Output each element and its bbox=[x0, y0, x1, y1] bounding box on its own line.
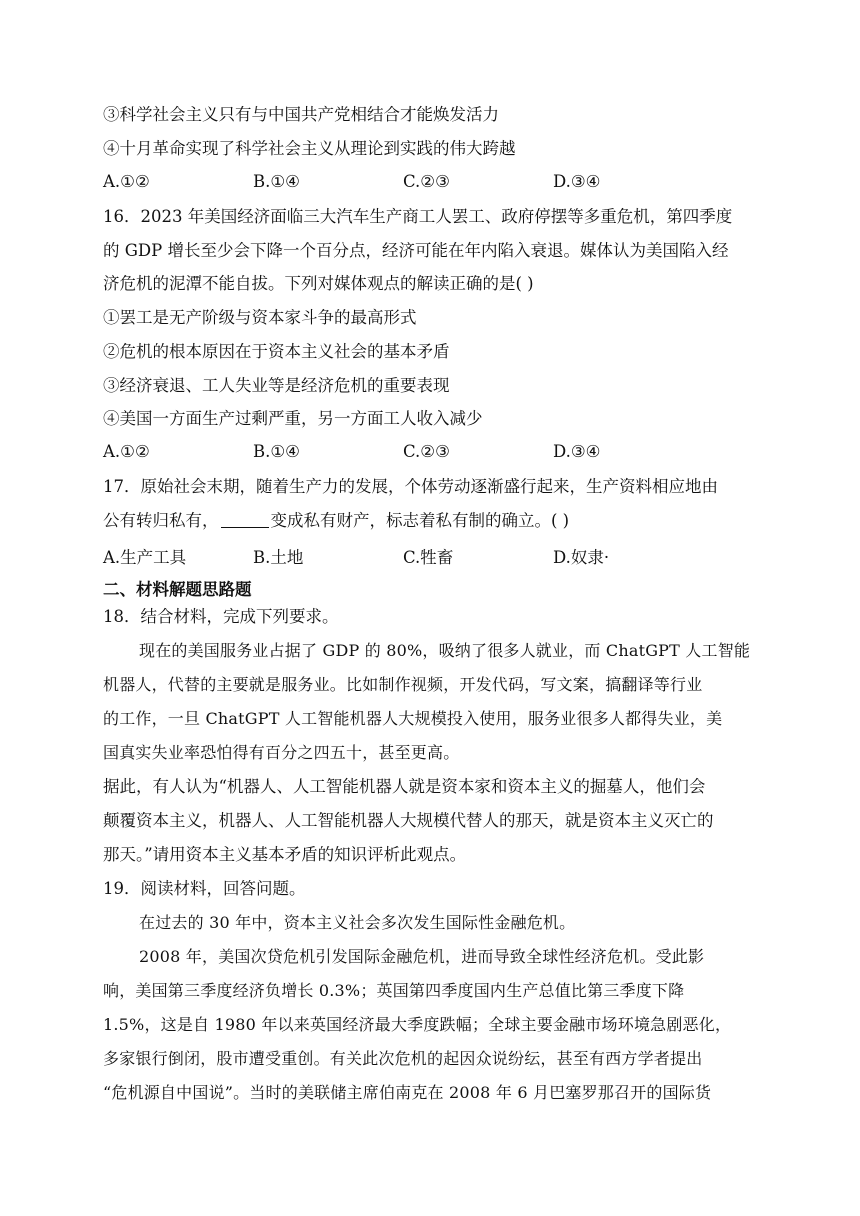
q18-material-line-3: 的工作，一旦 ChatGPT 人工智能机器人大规模投入使用，服务业很多人都得失业，美 bbox=[103, 709, 723, 728]
q15-item-3: ③科学社会主义只有与中国共产党相结合才能焕发活力 bbox=[103, 105, 499, 124]
q16-stem-line-2: 的 GDP 增长至少会下降一个百分点，经济可能在年内陷入衰退。媒体认为美国陷入经 bbox=[103, 241, 729, 260]
q18-material-line-4: 国真实失业率恐怕得有百分之四五十，甚至更高。 bbox=[103, 743, 460, 762]
q15-option-d: D.③④ bbox=[553, 172, 601, 191]
q19-material-line-2: 2008 年，美国次贷危机引发国际金融危机，进而导致全球性经济危机。受此影 bbox=[139, 947, 705, 966]
q19-material-line-3: 响，美国第三季度经济负增长 0.3%；英国第四季度国内生产总值比第三季度下降 bbox=[103, 981, 685, 1000]
q16-options bbox=[103, 442, 763, 464]
q17-stem-before-blank: 公有转归私有， bbox=[103, 511, 219, 530]
q15-option-a: A.①② bbox=[103, 172, 150, 191]
q18-prompt-line-2: 颠覆资本主义，机器人、人工智能机器人大规模代替人的那天，就是资本主义灭亡的 bbox=[103, 811, 714, 830]
answer-blank bbox=[221, 511, 269, 528]
q18-prompt-line-1: 据此，有人认为“机器人、人工智能机器人就是资本家和资本主义的掘墓人，他们会 bbox=[103, 777, 706, 796]
q17-stem-after-blank: 变成私有财产，标志着私有制的确立。( ) bbox=[270, 511, 570, 530]
q17-stem-line-2 bbox=[103, 510, 569, 532]
q18-material-line-2: 机器人，代替的主要就是服务业。比如制作视频，开发代码，写文案，搞翻译等行业 bbox=[103, 675, 703, 694]
q17-option-a: A.生产工具 bbox=[103, 548, 187, 567]
q16-option-d: D.③④ bbox=[553, 442, 601, 461]
q16-option-a: A.①② bbox=[103, 442, 150, 461]
q17-stem-line-1: 17．原始社会末期，随着生产力的发展，个体劳动逐渐盛行起来，生产资料相应地由 bbox=[103, 477, 718, 496]
q15-item-4: ④十月革命实现了科学社会主义从理论到实践的伟大跨越 bbox=[103, 139, 516, 158]
q19-material-line-1: 在过去的 30 年中，资本主义社会多次发生国际性金融危机。 bbox=[139, 913, 576, 932]
q19-material-line-5: 多家银行倒闭，股市遭受重创。有关此次危机的起因众说纷纭，甚至有西方学者提出 bbox=[103, 1049, 703, 1068]
q16-stem-line-3: 济危机的泥潭不能自拔。下列对媒体观点的解读正确的是( ) bbox=[103, 274, 534, 293]
q19-stem: 19．阅读材料，回答问题。 bbox=[103, 879, 306, 898]
section-title: 二、材料解题思路题 bbox=[103, 580, 252, 599]
q16-option-c: C.②③ bbox=[403, 442, 450, 461]
q19-material-line-6: “危机源自中国说”。当时的美联储主席伯南克在 2008 年 6 月巴塞罗那召开的国际货 bbox=[103, 1083, 712, 1102]
q17-option-b: B.土地 bbox=[253, 548, 304, 567]
q15-options bbox=[103, 172, 763, 194]
q15-option-b: B.①④ bbox=[253, 172, 300, 191]
q19-material-line-4: 1.5%，这是自 1980 年以来英国经济最大季度跌幅；全球主要金融市场环境急剧恶化， bbox=[103, 1015, 732, 1034]
q18-stem: 18．结合材料，完成下列要求。 bbox=[103, 607, 339, 626]
q17-options bbox=[103, 544, 763, 566]
q15-option-c: C.②③ bbox=[403, 172, 450, 191]
q16-item-3: ③经济衰退、工人失业等是经济危机的重要表现 bbox=[103, 376, 450, 395]
q18-material-line-1: 现在的美国服务业占据了 GDP 的 80%，吸纳了很多人就业，而 ChatGPT 人工智能 bbox=[139, 641, 751, 660]
q16-item-1: ①罢工是无产阶级与资本家斗争的最高形式 bbox=[103, 308, 417, 327]
q17-option-c: C.牲畜 bbox=[403, 548, 454, 567]
q16-item-2: ②危机的根本原因在于资本主义社会的基本矛盾 bbox=[103, 342, 450, 361]
q16-stem-line-1: 16．2023 年美国经济面临三大汽车生产商工人罢工、政府停摆等多重危机，第四季度 bbox=[103, 207, 733, 226]
q17-option-d: D.奴隶· bbox=[553, 548, 610, 567]
q18-prompt-line-3: 那天。”请用资本主义基本矛盾的知识评析此观点。 bbox=[103, 845, 467, 864]
q16-item-4: ④美国一方面生产过剩严重，另一方面工人收入减少 bbox=[103, 409, 483, 428]
q16-option-b: B.①④ bbox=[253, 442, 300, 461]
